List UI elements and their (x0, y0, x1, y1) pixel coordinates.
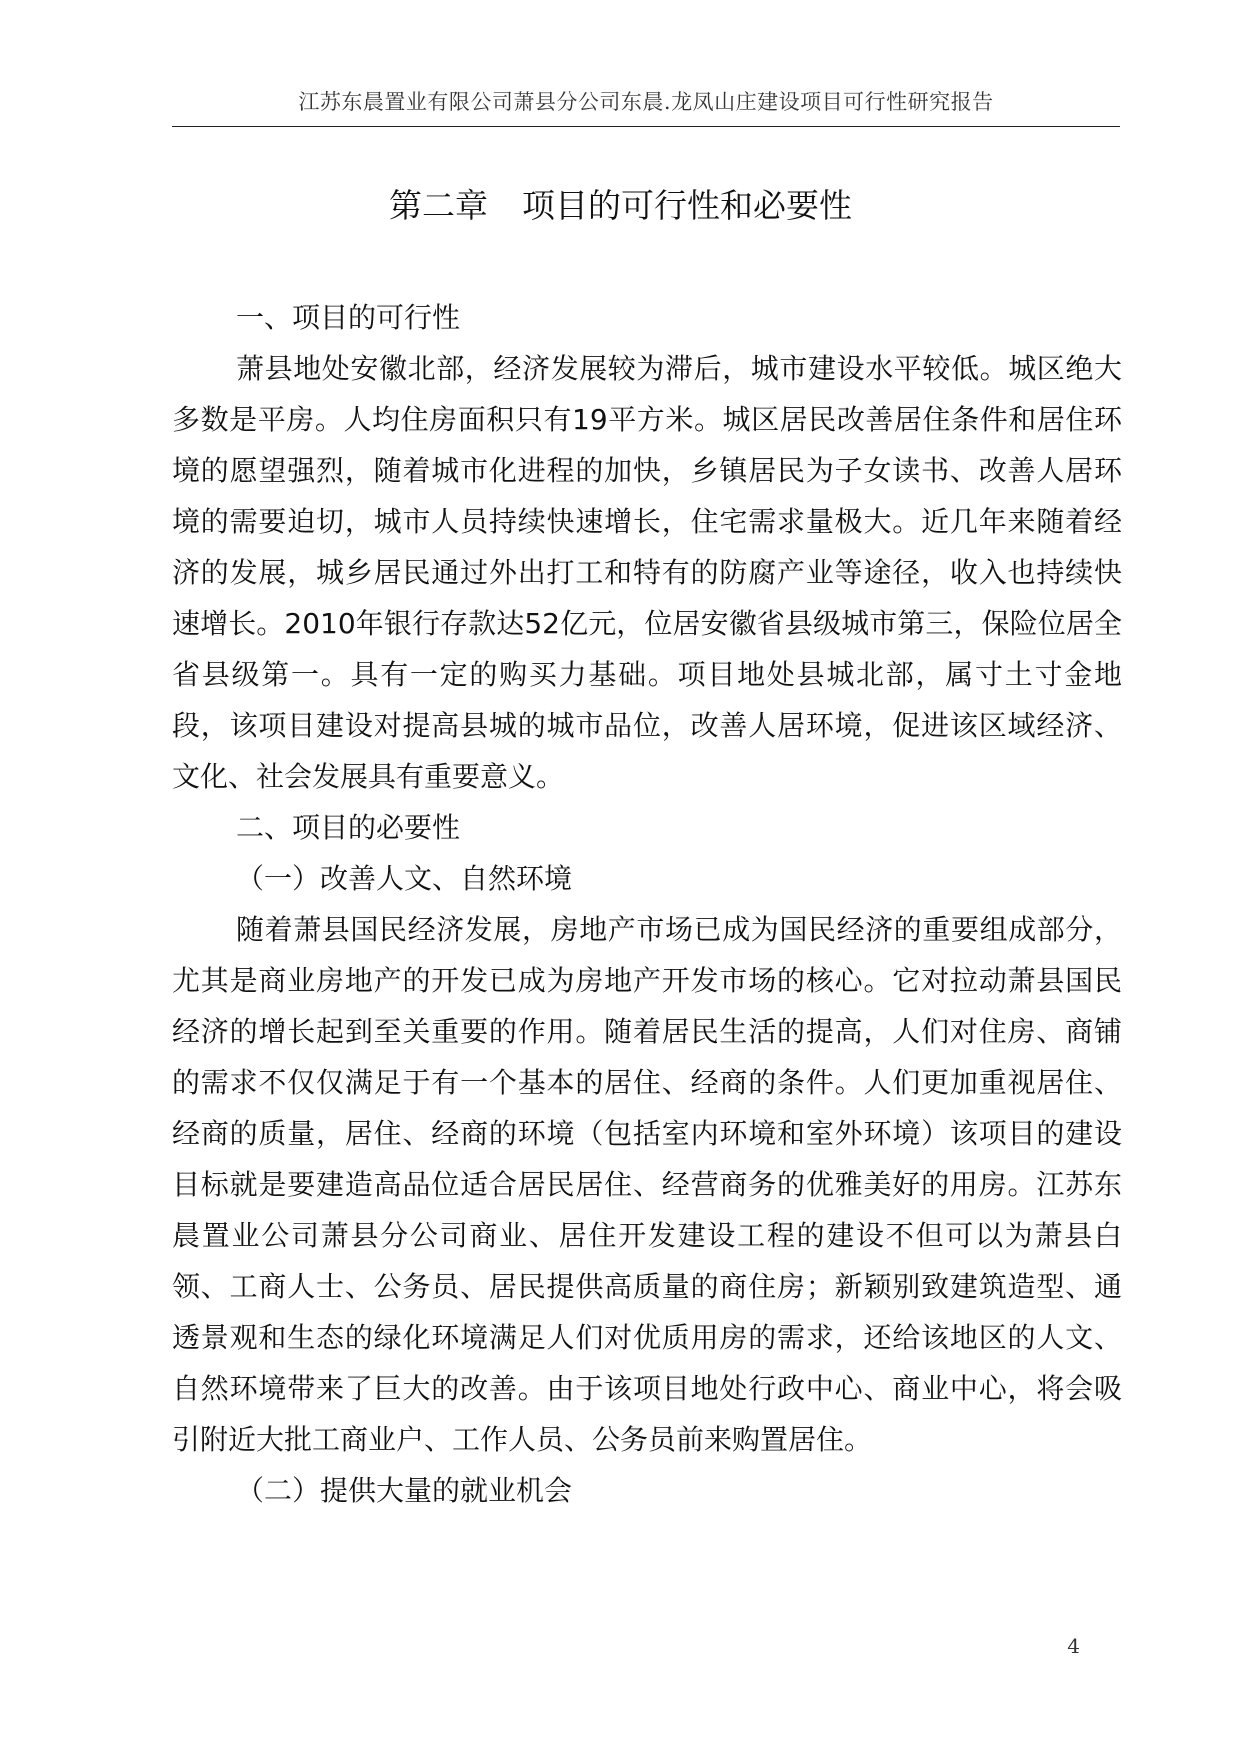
section-heading-necessity: 二、项目的必要性 (236, 811, 461, 844)
page-number: 4 (1067, 1634, 1080, 1658)
running-header (172, 86, 1120, 127)
paragraph-feasibility: 萧县地处安徽北部，经济发展较为滞后，城市建设水平较低。城区绝大多数是平房。人均住房面积只有19平方米。城区居民改善居住条件和居住环境的愿望强烈，随着城市化进程的加快，乡镇居民为子女读书、改善人居环境的需要迫切，城市人员持续快速增长，住宅需求量极大。近几年来随着经济的发展，城乡居民通过外出打工和特有的防腐产业等途径，收入也持续快速增长。2010年银行存款达52亿元，位居安徽省县级城市第三，保险位居全省县级第一。具有一定的购买力基础。项目地处县城北部，属寸土寸金地段，该项目建设对提高县城的城市品位，改善人居环境，促进该区域经济、文化、社会发展具有重要意义。 (172, 352, 1122, 793)
running-header-title: 江苏东晨置业有限公司萧县分公司东晨.龙凤山庄建设项目可行性研究报告 (298, 90, 994, 114)
subsection-heading-employment: （二）提供大量的就业机会 (236, 1474, 573, 1507)
document-body (172, 292, 1122, 1516)
chapter-title (0, 184, 1241, 228)
paragraph-environment: 随着萧县国民经济发展，房地产市场已成为国民经济的重要组成部分，尤其是商业房地产的开发已成为房地产开发市场的核心。它对拉动萧县国民经济的增长起到至关重要的作用。随着居民生活的提高，人们对住房、商铺的需求不仅仅满足于有一个基本的居住、经商的条件。人们更加重视居住、经商的质量，居住、经商的环境（包括室内环境和室外环境）该项目的建设目标就是要建造高品位适合居民居住、经营商务的优雅美好的用房。江苏东晨置业公司萧县分公司商业、居住开发建设工程的建设不但可以为萧县白领、工商人士、公务员、居民提供高质量的商住房；新颖别致建筑造型、通透景观和生态的绿化环境满足人们对优质用房的需求，还给该地区的人文、自然环境带来了巨大的改善。由于该项目地处行政中心、商业中心，将会吸引附近大批工商业户、工作人员、公务员前来购置居住。 (172, 913, 1122, 1456)
section-heading-feasibility: 一、项目的可行性 (236, 301, 461, 334)
chapter-title-text: 项目的可行性和必要性 (522, 186, 852, 225)
chapter-number-label: 第二章 (389, 186, 488, 225)
subsection-heading-environment: （一）改善人文、自然环境 (236, 862, 573, 895)
